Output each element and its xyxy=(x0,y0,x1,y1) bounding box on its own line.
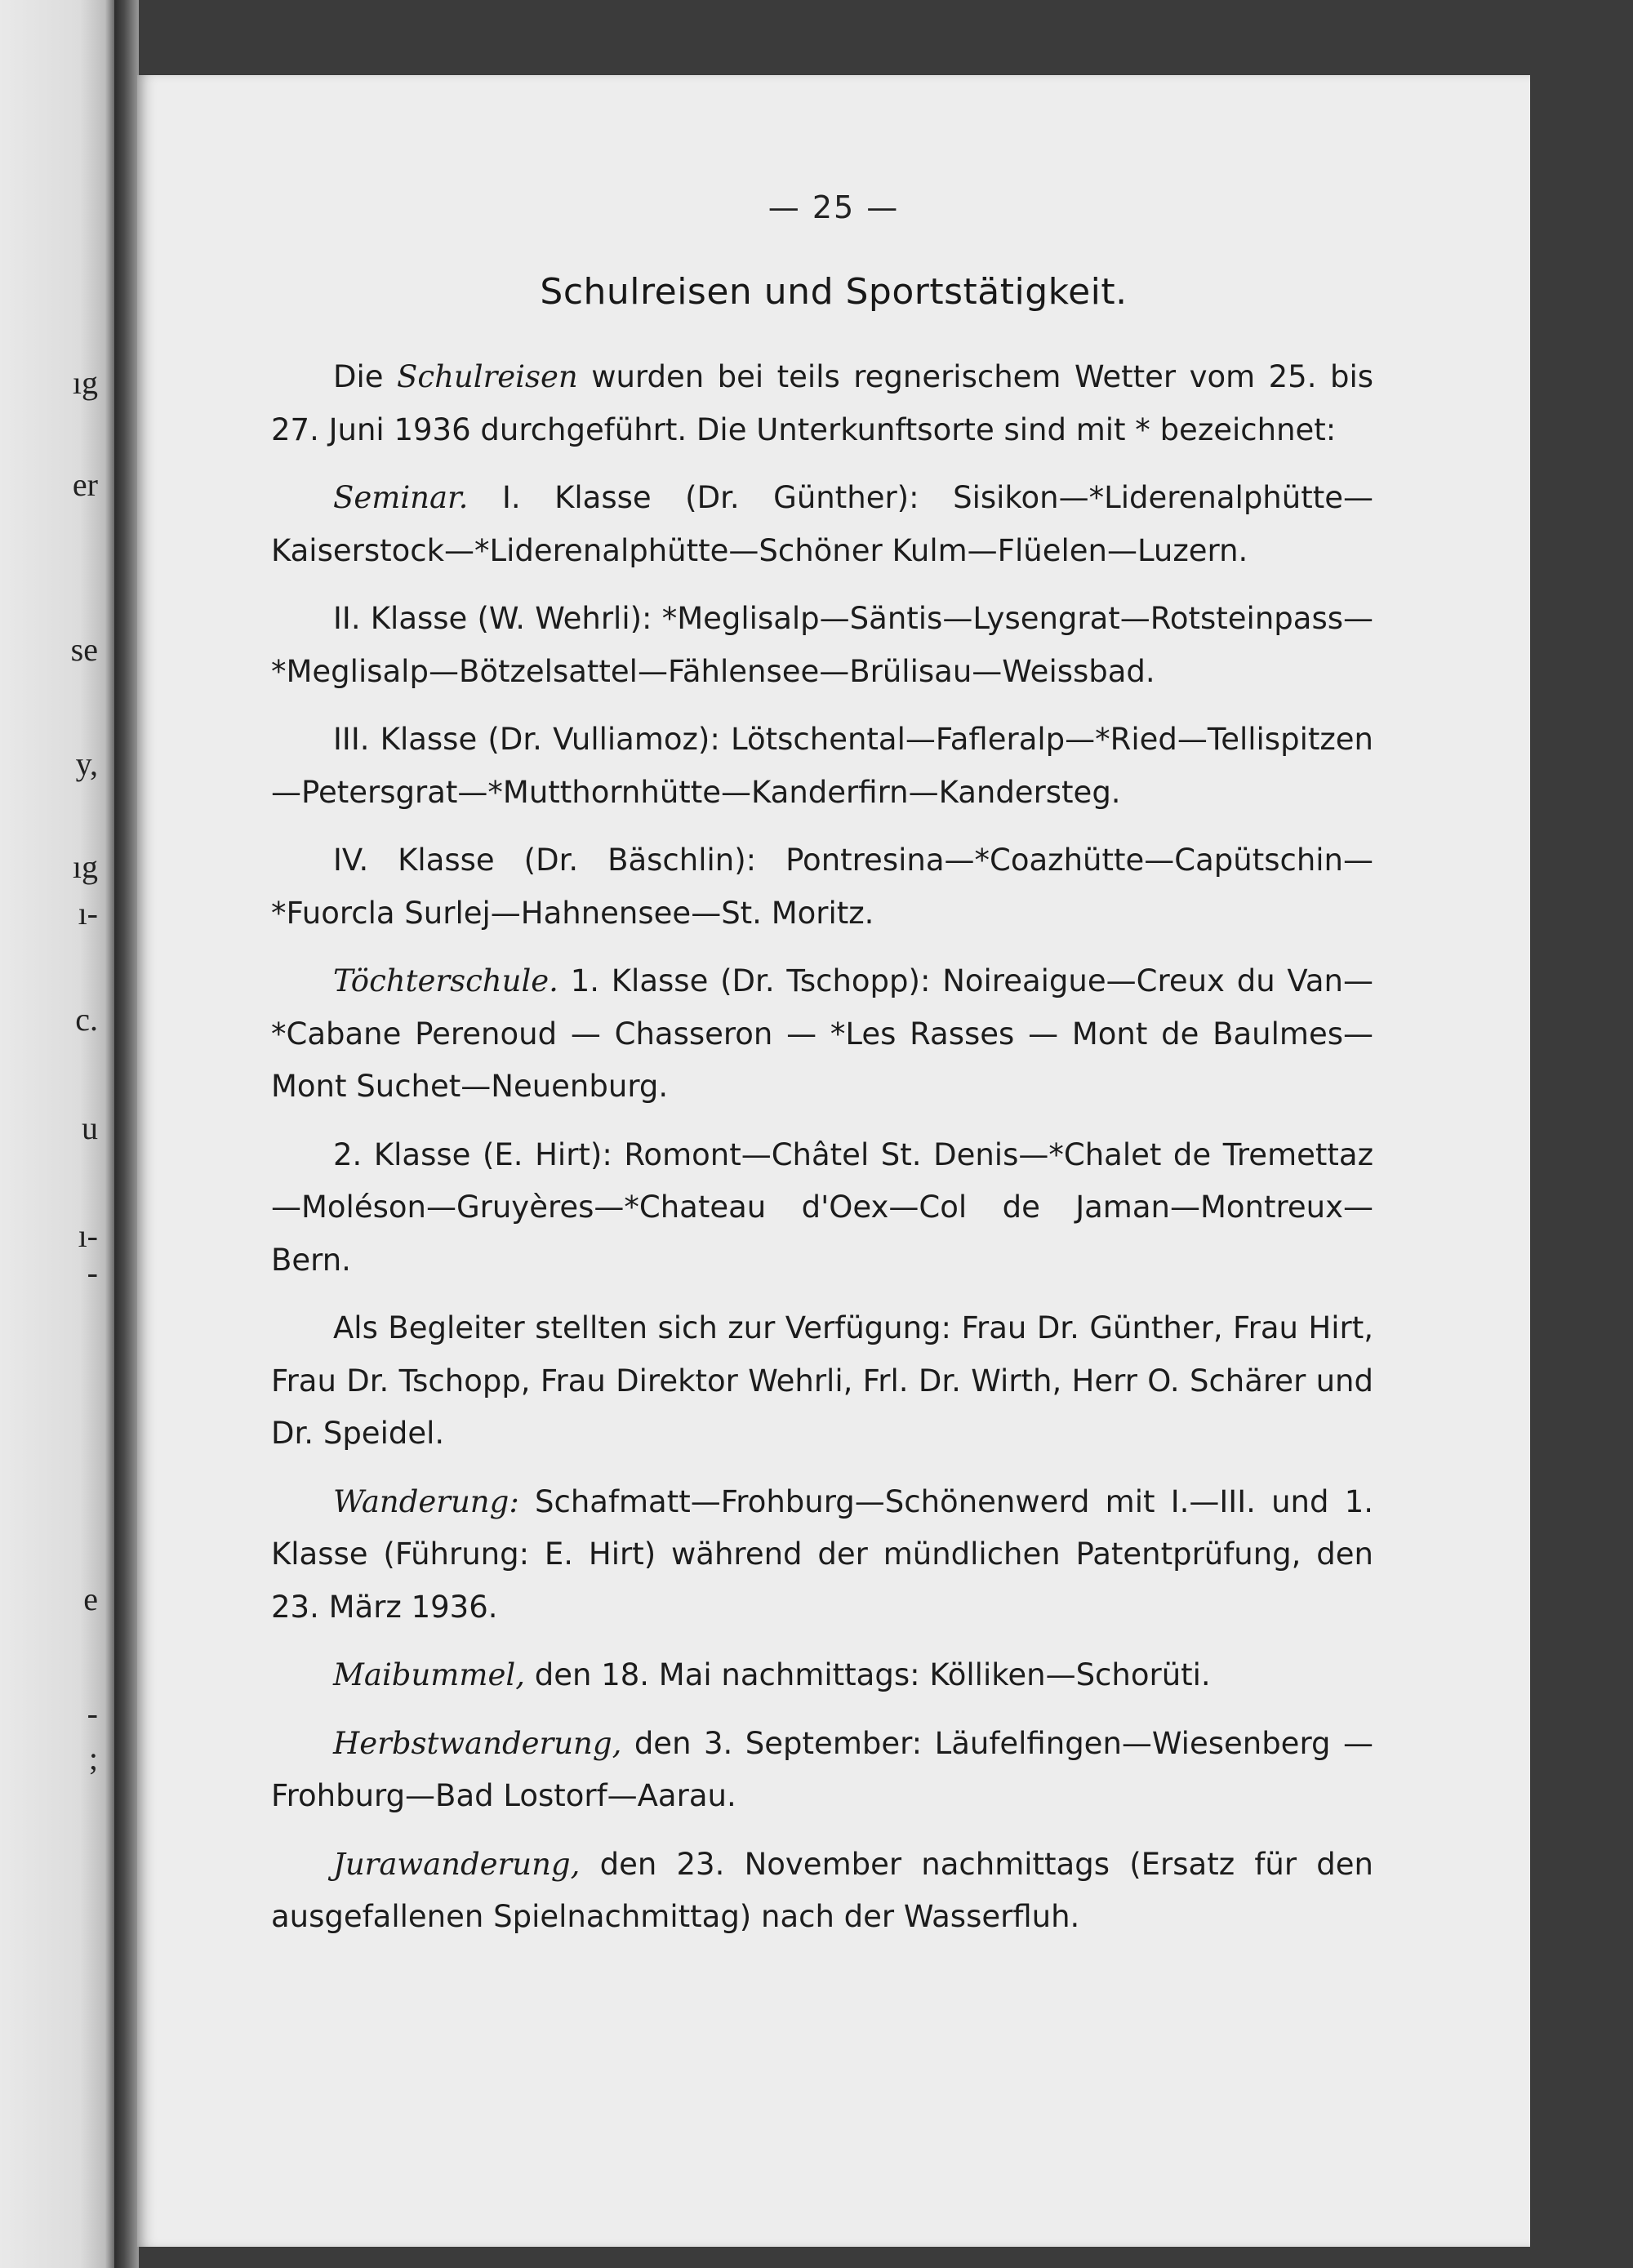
left-page-fragment: se xyxy=(70,631,98,668)
paragraph: Maibummel, den 18. Mai nachmittags: Kölliken—Schorüti. xyxy=(333,1657,1211,1692)
left-page-fragment: - xyxy=(87,1695,98,1732)
page-title: Schulreisen und Sportstätigkeit. xyxy=(540,271,1128,313)
paragraph: 2. Klasse (E. Hirt): Romont—Châtel St. Denis—*Chalet de Tremettaz—Moléson—Gruyères—*Chateau d'Oex—Col de Jaman—Montreux—Bern. xyxy=(271,1136,1373,1278)
body-text xyxy=(271,351,1373,1959)
left-page-fragment: y, xyxy=(75,745,98,782)
left-page-fragment: er xyxy=(72,466,98,503)
paragraph: Als Begleiter stellten sich zur Verfügung: Frau Dr. Günther, Frau Hirt, Frau Dr. Tschopp, Frau Direktor Wehrli, Frl. Dr. Wirth, Herr O. Schärer und Dr. Speidel. xyxy=(271,1310,1373,1451)
right-page xyxy=(137,75,1530,2247)
paragraph: Die Schulreisen wurden bei teils regnerischem Wetter vom 25. bis 27. Juni 1936 durchgeführt. Die Unterkunftsorte sind mit * bezeichnet: xyxy=(271,359,1374,447)
left-page-fragment: ı- xyxy=(78,1217,98,1254)
paragraph: Wanderung: Schafmatt—Frohburg—Schönenwerd mit I.—III. und 1. Klasse (Führung: E. Hirt) während der mündlichen Patentprüfung, den 23. März 1936. xyxy=(271,1483,1373,1625)
left-page-fragment: u xyxy=(82,1110,98,1146)
paragraph: Seminar. I. Klasse (Dr. Günther): Sisikon—*Liderenalphütte—Kaiserstock—*Liderenalphütte—Schöner Kulm—Flüelen—Luzern. xyxy=(271,480,1373,568)
book-gutter xyxy=(114,0,139,2268)
page-number: — 25 — xyxy=(768,189,900,225)
paragraph: III. Klasse (Dr. Vulliamoz): Lötschental—Fafleralp—*Ried—Tellispitzen—Petersgrat—*Mutthornhütte—Kanderfirn—Kandersteg. xyxy=(271,722,1373,810)
paragraph: Töchterschule. 1. Klasse (Dr. Tschopp): Noireaigue—Creux du Van—*Cabane Perenoud — Chasseron — *Les Rasses — Mont de Baulmes—Mont Suchet—Neuenburg. xyxy=(271,963,1373,1104)
left-page-fragment: ıg xyxy=(72,364,98,401)
left-page-fragment: c. xyxy=(75,1001,98,1038)
left-page-fragment: ı- xyxy=(78,895,98,932)
left-page-fragment: ıg xyxy=(72,848,98,885)
paragraph: Herbstwanderung, den 3. September: Läufelfingen—Wiesenberg —Frohburg—Bad Lostorf—Aarau. xyxy=(271,1725,1373,1813)
paragraph: II. Klasse (W. Wehrli): *Meglisalp—Säntis—Lysengrat—Rotsteinpass—*Meglisalp—Bötzelsattel—Fählensee—Brülisau—Weissbad. xyxy=(271,601,1373,689)
left-page-fragment: - xyxy=(87,1254,98,1291)
paragraph: Jurawanderung, den 23. November nachmittags (Ersatz für den ausgefallenen Spielnachmittag) nach der Wasserfluh. xyxy=(271,1846,1373,1934)
left-page-fragment: ; xyxy=(88,1740,98,1777)
paragraph: IV. Klasse (Dr. Bäschlin): Pontresina—*Coazhütte—Capütschin—*Fuorcla Surlej—Hahnensee—St. Moritz. xyxy=(271,843,1373,931)
left-page-fragment: e xyxy=(83,1581,98,1617)
left-page-edge xyxy=(0,0,114,2268)
